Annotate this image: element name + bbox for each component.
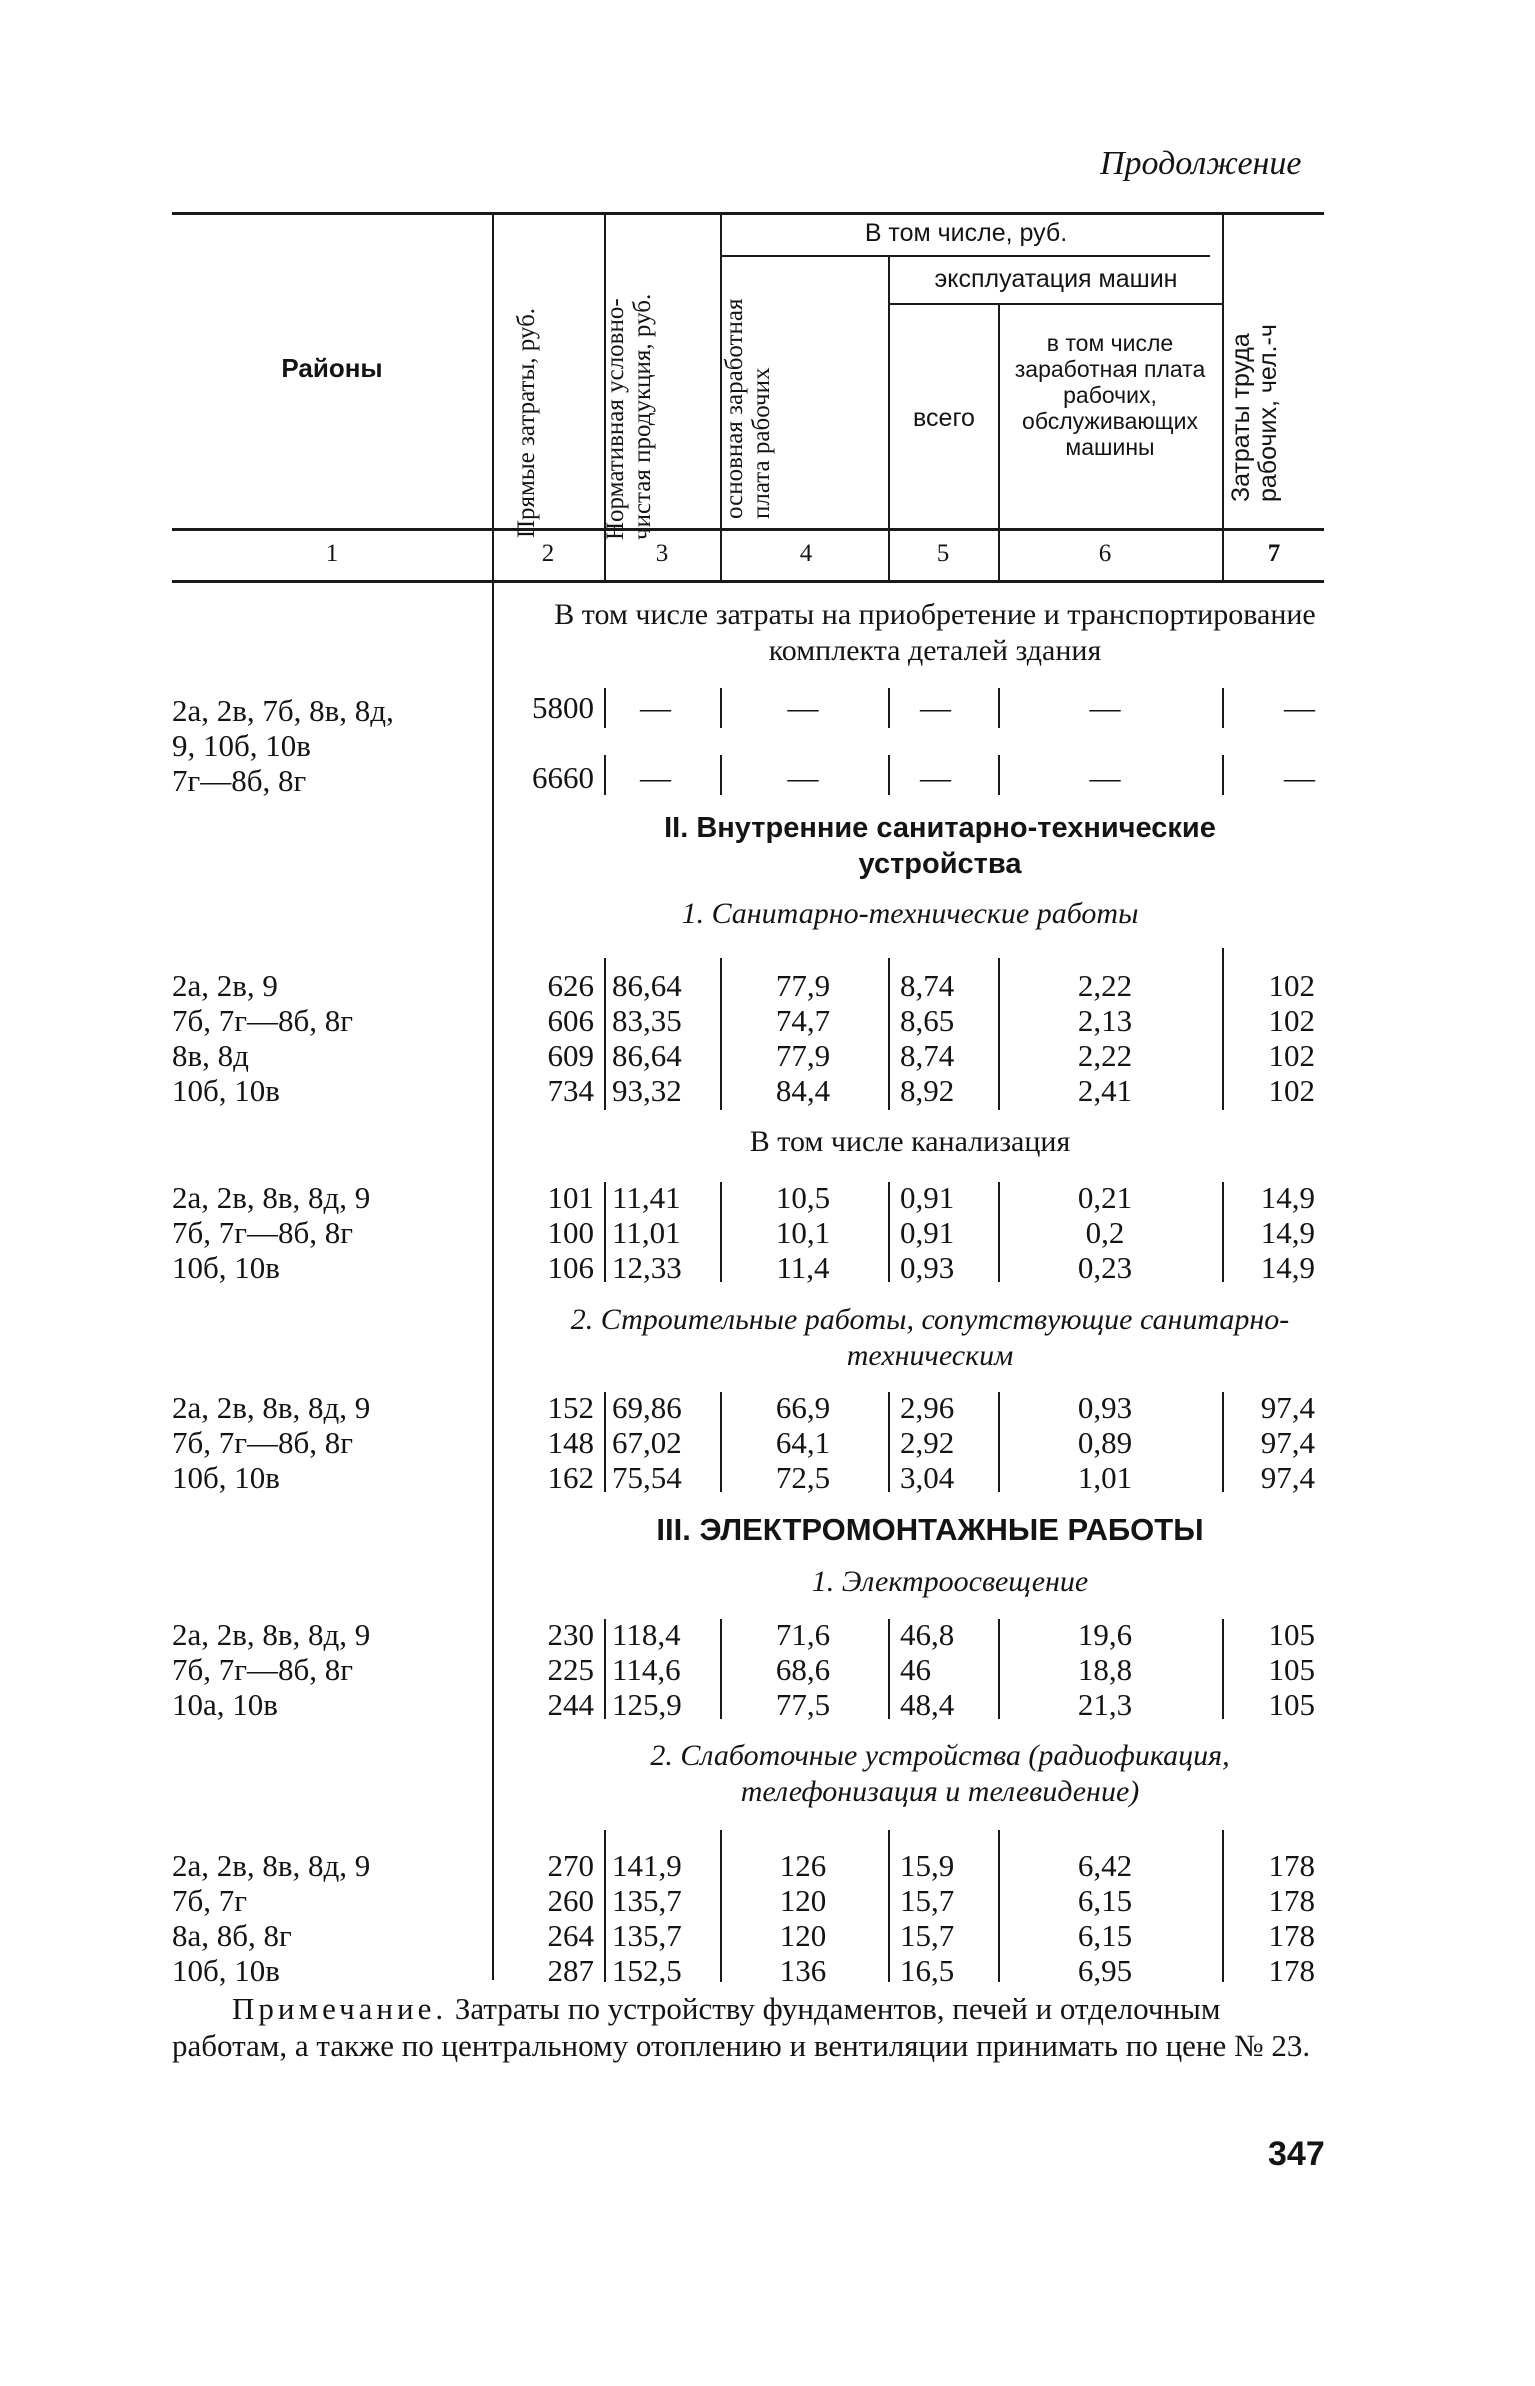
g3-r0-c3: 69,86: [612, 1390, 682, 1425]
g5-r3-c3: 152,5: [612, 1953, 682, 1988]
g3-r1-c6: 0,89: [1077, 1425, 1133, 1460]
section-sewerage: В том числе канализация: [749, 1125, 1071, 1158]
g2-r0-c2: 101: [547, 1180, 594, 1215]
g0-sep: [1222, 688, 1224, 728]
header-normative-product: Нормативная условно-чистая продукция, руб.: [602, 293, 656, 540]
g4-r1-c4: 68,6: [775, 1652, 831, 1687]
g0-sep: [888, 688, 890, 728]
g4-r1-c5: 46: [900, 1652, 931, 1687]
g4-r2-c4: 77,5: [775, 1687, 831, 1722]
g5-r2-c2: 264: [547, 1918, 594, 1953]
g3-r1-c4: 64,1: [775, 1425, 831, 1460]
g0-r1-c6: —: [1089, 760, 1121, 795]
colnum-1: 1: [325, 540, 339, 567]
g0-r0-c2: 5800: [532, 690, 594, 725]
g5-r3-c2: 287: [547, 1953, 594, 1988]
g3-r2-c2: 162: [547, 1460, 594, 1495]
g4-sep: [1222, 1619, 1224, 1719]
g1-r3-c3: 93,32: [612, 1073, 682, 1108]
colnum-bottom-rule: [172, 580, 1324, 583]
g4-sep: [888, 1619, 890, 1719]
header-total: всего: [913, 404, 975, 432]
g5-r2-c5: 15,7: [900, 1918, 955, 1953]
region-line: 10б, 10в: [172, 1250, 280, 1285]
g2-sep: [1222, 1182, 1224, 1282]
regions-group-3: [172, 1390, 492, 1495]
regions-group-5: [172, 1848, 492, 1988]
g2-r1-c2: 100: [547, 1215, 594, 1250]
g1-r2-c6: 2,22: [1077, 1038, 1133, 1073]
g2-sep: [998, 1182, 1000, 1282]
g5-r1-c7: 178: [1268, 1883, 1315, 1918]
g0-sep: [888, 755, 890, 795]
g0-sep: [604, 755, 606, 795]
g5-sep: [604, 1830, 606, 1982]
g5-r3-c5: 16,5: [900, 1953, 955, 1988]
g1-r2-c5: 8,74: [900, 1038, 955, 1073]
g0-sep: [720, 688, 722, 728]
g5-r2-c4: 120: [779, 1918, 827, 1953]
g1-r3-c6: 2,41: [1077, 1073, 1133, 1108]
g4-r0-c7: 105: [1268, 1617, 1315, 1652]
g4-r0-c2: 230: [547, 1617, 594, 1652]
colnum-6: 6: [1098, 540, 1112, 567]
header-divider-1: [492, 214, 494, 580]
g4-r2-c6: 21,3: [1077, 1687, 1133, 1722]
colnum-7: 7: [1267, 540, 1281, 567]
header-labor-costs: Затраты труда рабочих, чел.-ч: [1227, 324, 1282, 502]
g0-sep: [998, 755, 1000, 795]
header-regions: Районы: [281, 353, 383, 383]
g2-r2-c6: 0,23: [1077, 1250, 1133, 1285]
g2-sep: [720, 1182, 722, 1282]
g1-r3-c7: 102: [1268, 1073, 1315, 1108]
header-base-wage: основная заработная плата рабочих: [721, 298, 775, 519]
g4-r1-c6: 18,8: [1077, 1652, 1133, 1687]
section-sanitary-works: 1. Санитарно-технические работы: [681, 897, 1139, 930]
regions-group-4: [172, 1617, 492, 1722]
regions-group-1: [172, 968, 492, 1108]
g3-sep: [1222, 1392, 1224, 1492]
g3-r1-c5: 2,92: [900, 1425, 955, 1460]
g0-r0-c6: —: [1089, 690, 1121, 725]
g4-r0-c5: 46,8: [900, 1617, 955, 1652]
g5-r1-c2: 260: [547, 1883, 594, 1918]
g3-sep: [720, 1392, 722, 1492]
g3-r0-c2: 152: [547, 1390, 594, 1425]
group-rule: [722, 255, 1210, 257]
footnote-label: Примечание.: [232, 1991, 448, 2026]
g0-r1-c2: 6660: [532, 760, 594, 795]
region-line: 2а, 2в, 7б, 8в, 8д,: [172, 693, 394, 728]
g4-r1-c7: 105: [1268, 1652, 1315, 1687]
continuation-label: Продолжение: [1100, 145, 1302, 182]
g0-r1-c3: —: [640, 760, 671, 795]
g4-r2-c7: 105: [1268, 1687, 1315, 1722]
g0-r1-c7: —: [1284, 760, 1315, 795]
g3-sep: [888, 1392, 890, 1492]
g5-r0-c7: 178: [1268, 1848, 1315, 1883]
region-line: 7б, 7г—8б, 8г: [172, 1652, 353, 1687]
g5-r1-c5: 15,7: [900, 1883, 955, 1918]
g5-r2-c6: 6,15: [1077, 1918, 1133, 1953]
g1-r2-c2: 609: [547, 1038, 594, 1073]
g1-r0-c6: 2,22: [1077, 968, 1133, 1003]
g5-r1-c4: 120: [779, 1883, 827, 1918]
g4-r0-c6: 19,6: [1077, 1617, 1133, 1652]
g4-r1-c2: 225: [547, 1652, 594, 1687]
section-electrical: III. ЭЛЕКТРОМОНТАЖНЫЕ РАБОТЫ: [656, 1512, 1204, 1547]
g5-r2-c7: 178: [1268, 1918, 1315, 1953]
g1-r1-c3: 83,35: [612, 1003, 682, 1038]
g0-r0-c4: —: [787, 690, 819, 725]
region-line: 7б, 7г: [172, 1883, 247, 1918]
g1-r0-c2: 626: [547, 968, 594, 1003]
g1-r2-c3: 86,64: [612, 1038, 682, 1073]
header-exploitation: эксплуатация машин: [934, 265, 1178, 293]
g5-r0-c5: 15,9: [900, 1848, 955, 1883]
g1-sep: [720, 958, 722, 1110]
g5-r2-c3: 135,7: [612, 1918, 682, 1953]
section-low-current: 2. Слаботочные устройства (радиофикация, телефонизация и телевидение): [650, 1739, 1230, 1808]
g0-r0-c7: —: [1284, 690, 1315, 725]
g2-r0-c7: 14,9: [1260, 1180, 1315, 1215]
g1-r0-c5: 8,74: [900, 968, 955, 1003]
header-operator-wage: в том числе заработная плата рабочих, обслуживающих машины: [1014, 330, 1206, 460]
g5-sep: [1222, 1830, 1224, 1982]
g4-sep: [998, 1619, 1000, 1719]
g2-r2-c2: 106: [547, 1250, 594, 1285]
region-line: 10б, 10в: [172, 1953, 280, 1988]
g2-r0-c6: 0,21: [1077, 1180, 1133, 1215]
g1-sep: [1222, 948, 1224, 1110]
region-line: 2а, 2в, 8в, 8д, 9: [172, 1617, 371, 1652]
g3-sep: [998, 1392, 1000, 1492]
g0-sep: [604, 688, 606, 728]
g4-r1-c3: 114,6: [612, 1652, 681, 1687]
g0-sep: [1222, 755, 1224, 795]
g0-r0-c5: —: [920, 690, 951, 725]
region-line: 7г—8б, 8г: [172, 763, 307, 798]
g4-r0-c4: 71,6: [775, 1617, 831, 1652]
g2-r1-c6: 0,2: [1085, 1215, 1125, 1250]
g2-r0-c3: 11,41: [612, 1180, 681, 1215]
g3-sep: [604, 1392, 606, 1492]
g3-r1-c2: 148: [547, 1425, 594, 1460]
footnote-text: Затраты по устройству фундаментов, печей и отделочным работам, а также по центральному отоплению и вентиляции принимать по цене № 23.: [172, 1991, 1311, 2063]
g5-sep: [888, 1830, 890, 1982]
g3-r0-c6: 0,93: [1077, 1390, 1133, 1425]
g0-r1-c5: —: [920, 760, 951, 795]
g4-r2-c2: 244: [547, 1687, 594, 1722]
g3-r1-c3: 67,02: [612, 1425, 682, 1460]
footnote: [172, 1990, 1342, 2064]
g1-r0-c4: 77,9: [775, 968, 831, 1003]
colnum-5: 5: [936, 540, 950, 567]
g1-r1-c2: 606: [547, 1003, 594, 1038]
g3-r0-c4: 66,9: [775, 1390, 831, 1425]
g1-r1-c5: 8,65: [900, 1003, 955, 1038]
header-group: В том числе, руб.: [864, 219, 1068, 247]
g0-sep: [720, 755, 722, 795]
region-line: 2а, 2в, 8в, 8д, 9: [172, 1848, 371, 1883]
g2-r2-c3: 12,33: [612, 1250, 682, 1285]
g2-r1-c5: 0,91: [900, 1215, 955, 1250]
g1-r0-c7: 102: [1268, 968, 1315, 1003]
g3-r0-c7: 97,4: [1260, 1390, 1315, 1425]
g3-r2-c3: 75,54: [612, 1460, 682, 1495]
g1-r3-c4: 84,4: [775, 1073, 831, 1108]
section-sanitary: II. Внутренние санитарно-технические устройства: [664, 812, 1216, 880]
g5-r0-c3: 141,9: [612, 1848, 682, 1883]
colnum-2: 2: [541, 540, 555, 567]
g2-r1-c3: 11,01: [612, 1215, 681, 1250]
g1-r1-c6: 2,13: [1077, 1003, 1133, 1038]
g0-r1-c4: —: [787, 760, 819, 795]
region-line: 10б, 10в: [172, 1073, 280, 1108]
g5-sep: [998, 1830, 1000, 1982]
g4-r2-c3: 125,9: [612, 1687, 682, 1722]
regions-group-0: [172, 693, 492, 798]
region-line: 7б, 7г—8б, 8г: [172, 1215, 353, 1250]
g3-r0-c5: 2,96: [900, 1390, 955, 1425]
g5-r3-c7: 178: [1268, 1953, 1315, 1988]
region-line: 2а, 2в, 9: [172, 968, 278, 1003]
g1-r0-c3: 86,64: [612, 968, 682, 1003]
region-line: 10а, 10в: [172, 1687, 278, 1722]
g1-r3-c2: 734: [547, 1073, 594, 1108]
g5-r0-c2: 270: [547, 1848, 594, 1883]
g2-r0-c4: 10,5: [775, 1180, 831, 1215]
g4-r0-c3: 118,4: [612, 1617, 681, 1652]
g2-r0-c5: 0,91: [900, 1180, 955, 1215]
g1-sep: [998, 958, 1000, 1110]
header-bottom-rule: [172, 528, 1324, 531]
region-line: 10б, 10в: [172, 1460, 280, 1495]
g3-r2-c7: 97,4: [1260, 1460, 1315, 1495]
region-line: 8а, 8б, 8г: [172, 1918, 292, 1953]
page-number: 347: [1268, 2135, 1325, 2173]
g2-r1-c7: 14,9: [1260, 1215, 1315, 1250]
region-line: 7б, 7г—8б, 8г: [172, 1003, 353, 1038]
section-construction-works: 2. Строительные работы, сопутствующие санитарно-техническим: [570, 1303, 1290, 1372]
g3-r1-c7: 97,4: [1260, 1425, 1315, 1460]
g5-r1-c3: 135,7: [612, 1883, 682, 1918]
section-lighting: 1. Электроосвещение: [811, 1565, 1089, 1598]
header-direct-costs: Прямые затраты, руб.: [513, 307, 540, 538]
region-line: 8в, 8д: [172, 1038, 249, 1073]
g1-r1-c7: 102: [1268, 1003, 1315, 1038]
header-divider-5: [998, 305, 1000, 580]
g1-r2-c7: 102: [1268, 1038, 1315, 1073]
g5-r3-c6: 6,95: [1077, 1953, 1133, 1988]
g3-r2-c4: 72,5: [775, 1460, 831, 1495]
g4-r2-c5: 48,4: [900, 1687, 955, 1722]
g0-r0-c3: —: [640, 690, 671, 725]
region-line: 2а, 2в, 8в, 8д, 9: [172, 1180, 371, 1215]
header-divider-6: [1222, 214, 1224, 580]
g1-r3-c5: 8,92: [900, 1073, 955, 1108]
region-line: 7б, 7г—8б, 8г: [172, 1425, 353, 1460]
g5-r1-c6: 6,15: [1077, 1883, 1133, 1918]
g1-sep: [604, 958, 606, 1110]
g5-r0-c4: 126: [779, 1848, 827, 1883]
g2-sep: [604, 1182, 606, 1282]
g5-sep: [720, 1830, 722, 1982]
g5-r0-c6: 6,42: [1077, 1848, 1133, 1883]
g1-r1-c4: 74,7: [775, 1003, 831, 1038]
g2-r2-c4: 11,4: [776, 1250, 830, 1285]
region-line: 9, 10б, 10в: [172, 728, 311, 763]
g4-sep: [720, 1619, 722, 1719]
colnum-4: 4: [799, 540, 813, 567]
colnum-3: 3: [655, 540, 669, 567]
section-kit-costs: В том числе затраты на приобретение и транспортирование комплекта деталей здания: [554, 598, 1316, 667]
g2-r2-c7: 14,9: [1260, 1250, 1315, 1285]
regions-group-2: [172, 1180, 492, 1285]
g5-r3-c4: 136: [779, 1953, 827, 1988]
g0-sep: [998, 688, 1000, 728]
g3-r2-c6: 1,01: [1077, 1460, 1133, 1495]
g3-r2-c5: 3,04: [900, 1460, 955, 1495]
g4-sep: [604, 1619, 606, 1719]
region-line: 2а, 2в, 8в, 8д, 9: [172, 1390, 371, 1425]
g2-sep: [888, 1182, 890, 1282]
g1-r2-c4: 77,9: [775, 1038, 831, 1073]
exploitation-rule: [890, 303, 1222, 305]
g2-r1-c4: 10,1: [775, 1215, 831, 1250]
header-top-rule: [172, 212, 1324, 215]
g2-r2-c5: 0,93: [900, 1250, 955, 1285]
g1-sep: [888, 958, 890, 1110]
